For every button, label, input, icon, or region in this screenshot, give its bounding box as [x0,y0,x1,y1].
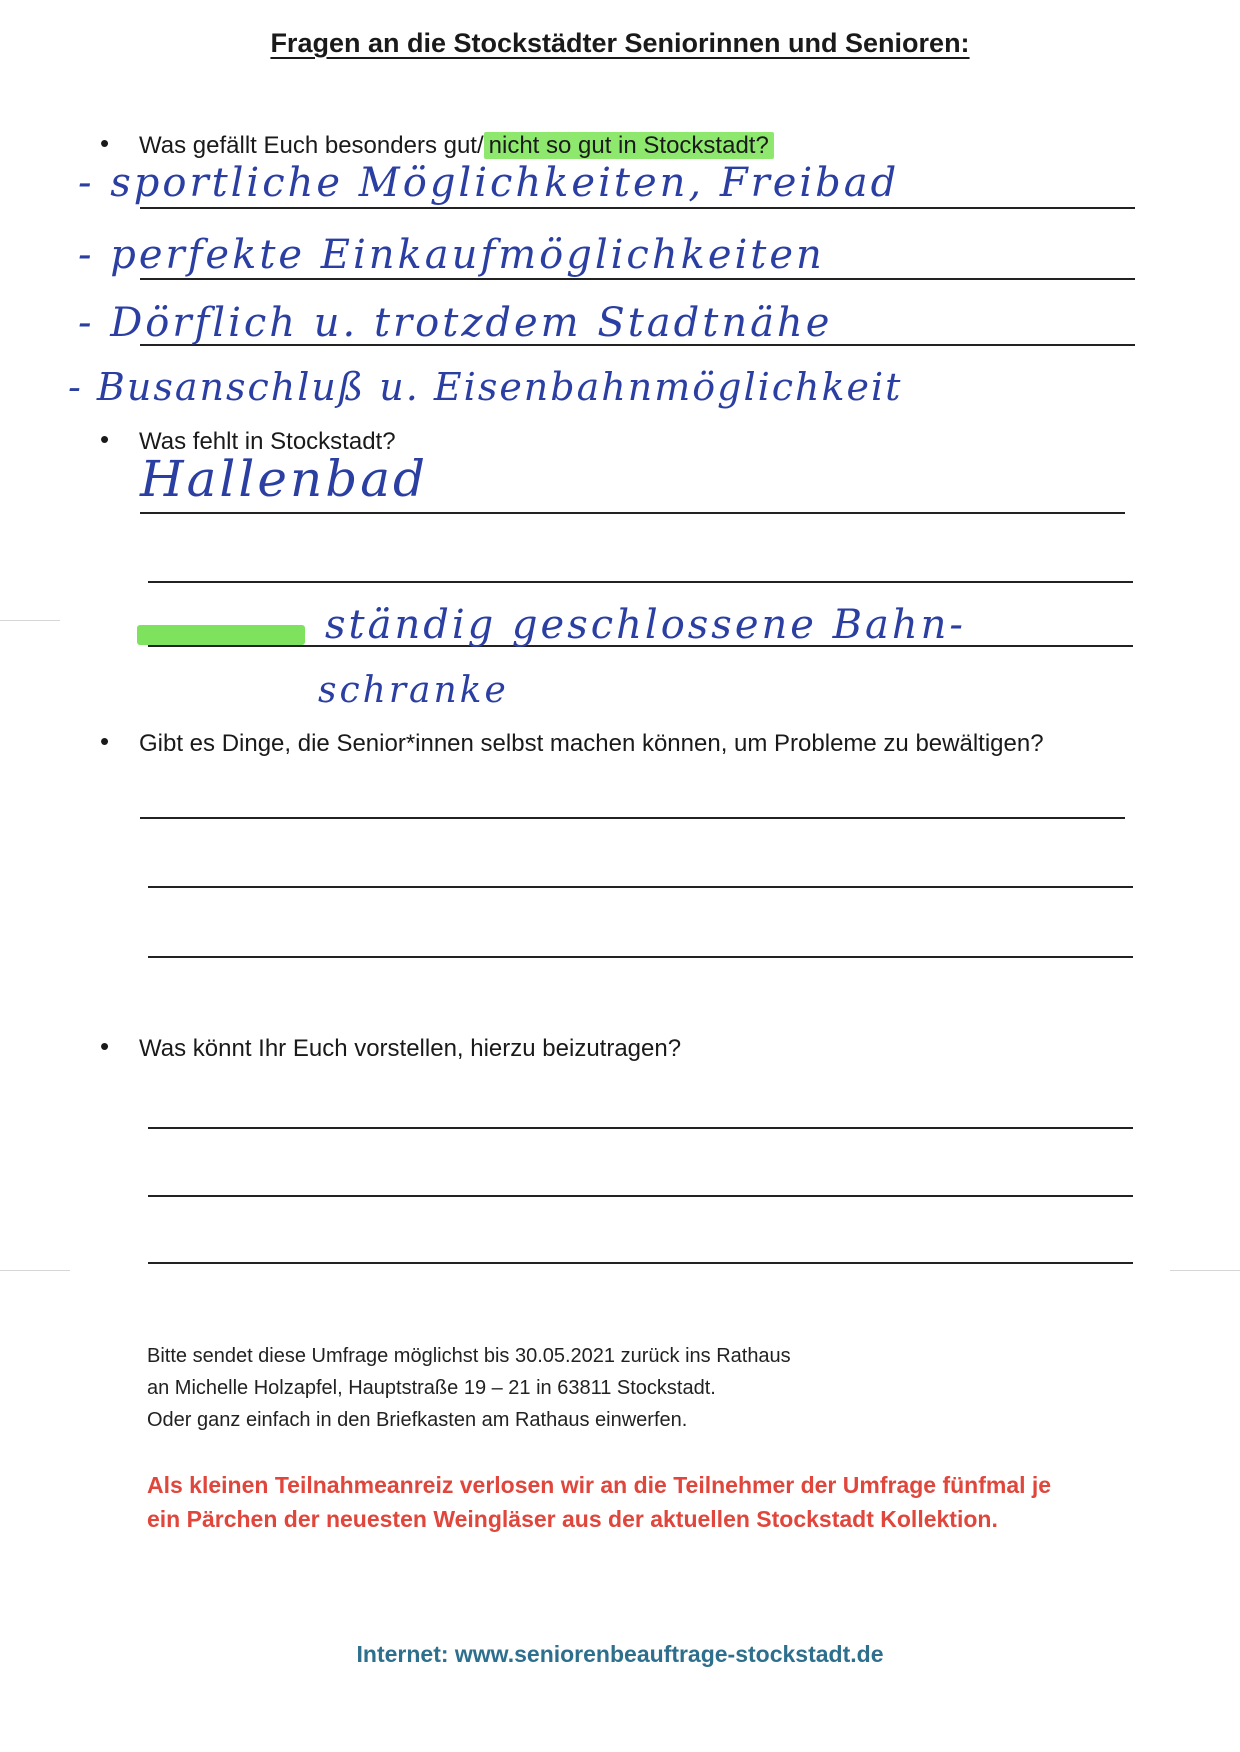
website-link[interactable]: Internet: www.seniorenbeauftrage-stockstadt.de [356,1641,884,1667]
fold-mark-bottom [0,1270,70,1271]
question-1-highlight: nicht so gut in Stockstadt? [484,132,774,159]
footer-line-2: an Michelle Holzapfel, Hauptstraße 19 – 21 in 63811 Stockstadt. [147,1377,716,1399]
handwritten-answer-5: Hallenbad [140,450,429,508]
answer-line-4 [140,512,1125,514]
answer-line-8 [148,886,1133,888]
answer-line-10 [148,1127,1133,1129]
fold-mark-top [0,620,60,621]
promo-text [147,1468,1051,1536]
question-3-text: Gibt es Dinge, die Senior*innen selbst machen können, um Probleme zu bewältigen? [139,730,1044,757]
answer-line-9 [148,956,1133,958]
question-1-bullet: • [100,128,110,158]
footer-line-1: Bitte sendet diese Umfrage möglichst bis 30.05.2021 zurück ins Rathaus [147,1345,791,1367]
answer-line-7 [140,817,1125,819]
highlighter-mark [137,625,305,645]
answer-line-2 [140,278,1135,280]
footer-line-3: Oder ganz einfach in den Briefkasten am Rathaus einwerfen. [147,1409,688,1431]
handwritten-answer-7: schranke [318,670,509,711]
handwritten-answer-3: - Dörflich u. trotzdem Stadtnähe [78,300,833,346]
answer-line-12 [148,1262,1133,1264]
answer-line-5 [148,581,1133,583]
handwritten-answer-4: - Busanschluß u. Eisenbahnmöglichkeit [68,365,903,409]
answer-line-11 [148,1195,1133,1197]
question-4-bullet: • [100,1031,110,1061]
question-2-bullet: • [100,424,110,454]
question-2-text: Was fehlt in Stockstadt? [139,428,396,455]
question-1 [139,132,774,160]
promo-line-1: Als kleinen Teilnahmeanreiz verlosen wir an die Teilnehmer der Umfrage fünfmal je [147,1472,1052,1498]
handwritten-answer-1: - sportliche Möglichkeiten, Freibad [78,160,900,206]
question-3-bullet: • [100,726,110,756]
answer-line-1 [140,207,1135,209]
fold-mark-bottom-right [1170,1270,1240,1271]
page-title: Fragen an die Stockstädter Seniorinnen und Senioren: [270,28,970,58]
question-1-text: Was gefällt Euch besonders gut/ [139,132,484,159]
footer-instructions [147,1340,791,1436]
handwritten-answer-2: - perfekte Einkaufmöglichkeiten [78,232,825,278]
question-4-text: Was könnt Ihr Euch vorstellen, hierzu beizutragen? [139,1035,682,1062]
handwritten-answer-6: ständig geschlossene Bahn- [325,602,966,648]
promo-line-2: ein Pärchen der neuesten Weingläser aus der aktuellen Stockstadt Kollektion. [147,1506,998,1532]
